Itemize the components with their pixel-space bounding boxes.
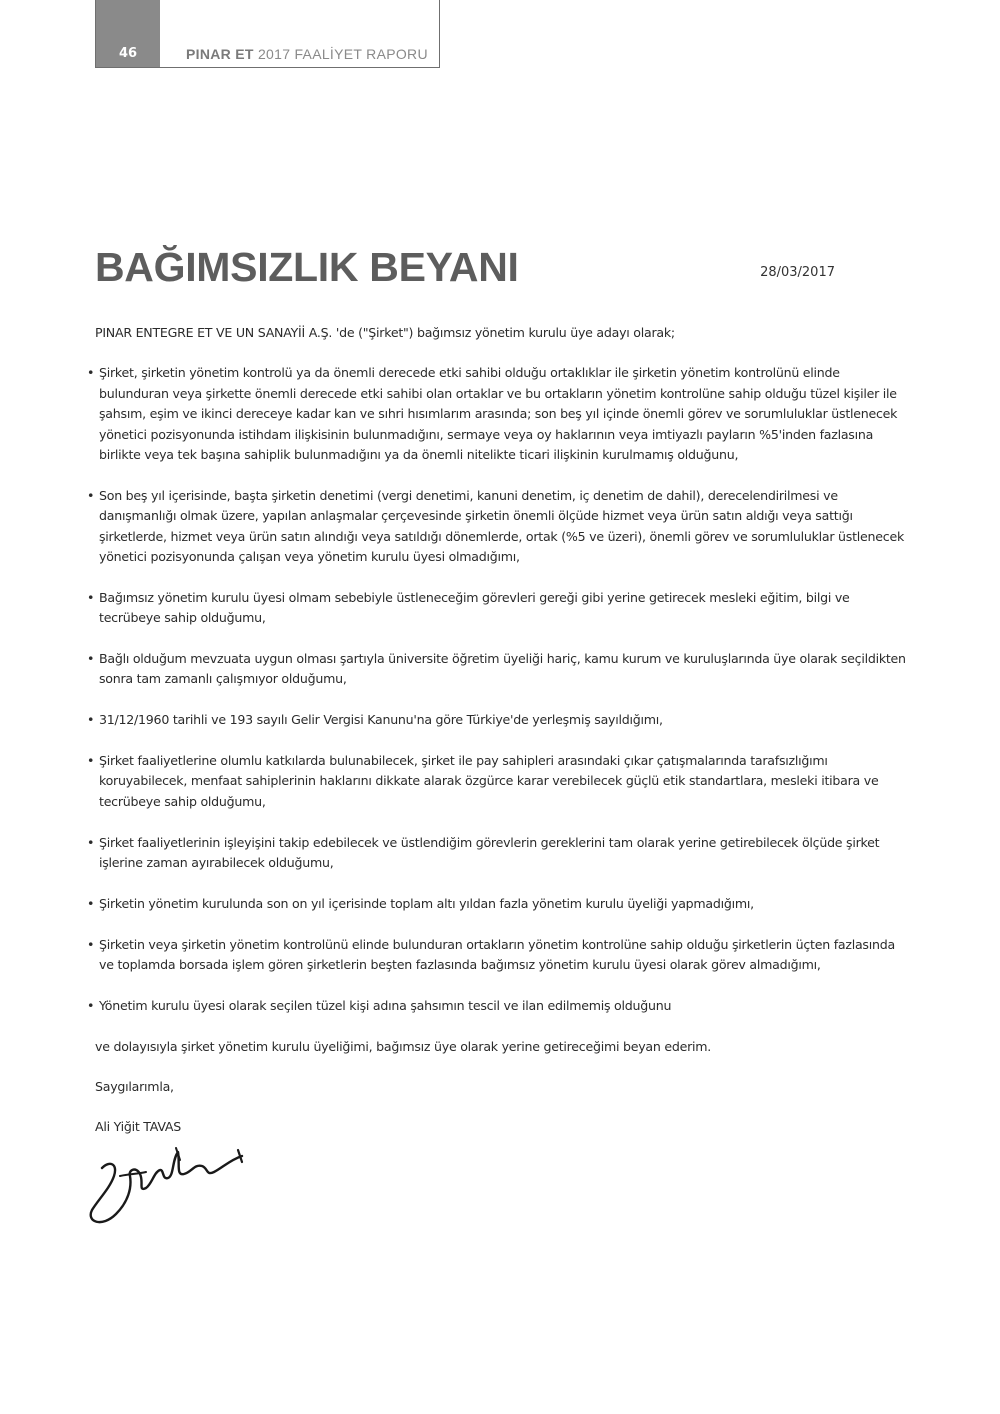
declaration-item: • Şirketin yönetim kurulunda son on yıl içerisinde toplam altı yıldan fazla yönetim kurulu üyeliği yapmadığımı, (95, 894, 907, 914)
declaration-item: • Son beş yıl içerisinde, başta şirketin denetimi (vergi denetimi, kanuni denetim, iç denetim de dahil), derecelendirilmesi ve danışmanlığı olmak üzere, yapılan anlaşmalar çerçevesinde şirketin önemli ölçüde hizmet veya ürün satın aldığı veya sattığı şirketlerde, hizmet veya ürün satın alındığı veya satıldığı dönemlerde, ortak (%5 ve üzeri), önemli görev ve sorumluluklar üstlenecek yönetici pozisyonunda çalışan veya yönetim kurulu üyesi olmadığımı, (95, 486, 907, 568)
declaration-item: • Bağımsız yönetim kurulu üyesi olmam sebebiyle üstleneceğim görevleri gereği gibi yerine getirecek mesleki eğitim, bilgi ve tecrübeye sahip olduğumu, (95, 588, 907, 629)
declaration-item: • Şirket, şirketin yönetim kontrolü ya da önemli derecede etki sahibi olduğu ortaklıklar ile şirketin yönetim kontrolünü elinde bulunduran veya şirkette önemli derecede etki sahibi olan ortaklar ve bu ortakların yönetim kontrolüne sahip olduğu tüzel kişiler ile şahsım, eşim ve ikinci dereceye kadar kan ve sıhri hısımlarım arasında; son beş yıl içinde önemli görev ve sorumluluklar üstlenecek yönetici pozisyonunda istihdam ilişkisinin bulunmadığını, sermaye veya oy haklarının veya imtiyazlı payların %5'inden fazlasına birlikte veya tek başına sahiplik bulunmadığını ya da önemli nitelikte ticari ilişkinin kurulmamış olduğunu, (95, 363, 907, 465)
report-title-text: 2017 FAALİYET RAPORU (253, 46, 428, 62)
declaration-item: • Yönetim kurulu üyesi olarak seçilen tüzel kişi adına şahsımın tescil ve ilan edilmemiş olduğunu (95, 996, 907, 1016)
document-body (95, 323, 907, 1138)
intro-paragraph: PINAR ENTEGRE ET VE UN SANAYİİ A.Ş. 'de ("Şirket") bağımsız yönetim kurulu üye adayı olarak; (95, 325, 675, 340)
declaration-item: • 31/12/1960 tarihli ve 193 sayılı Gelir Vergisi Kanunu'na göre Türkiye'de yerleşmiş sayıldığımı, (95, 710, 907, 730)
page-header (95, 0, 440, 68)
document-title: BAĞIMSIZLIK BEYANI (95, 244, 519, 290)
declaration-item: • Bağlı olduğum mevzuata uygun olması şartıyla üniversite öğretim üyeliği hariç, kamu kurum ve kuruluşlarında üye olarak seçildikten sonra tam zamanlı çalışmıyor olduğumu, (95, 649, 907, 690)
declaration-list (95, 363, 907, 1016)
report-brand: PINAR ET (186, 46, 254, 62)
regards-line: Saygılarımla, (95, 1079, 174, 1095)
report-title (186, 46, 428, 62)
closing-paragraph: ve dolayısıyla şirket yönetim kurulu üyeliğimi, bağımsız üye olarak yerine getireceğimi beyan ederim. (95, 1038, 712, 1054)
page-number: 46 (96, 0, 160, 67)
declaration-item: • Şirket faaliyetlerinin işleyişini takip edebilecek ve üstlendiğim görevlerin gereklerini tam olarak yerine getirebilecek ölçüde şirket işlerine zaman ayırabilecek olduğumu, (95, 833, 907, 874)
declaration-item: • Şirket faaliyetlerine olumlu katkılarda bulunabilecek, şirket ile pay sahipleri arasındaki çıkar çatışmalarında tarafsızlığımı koruyabilecek, menfaat sahiplerinin haklarını dikkate alarak özgürce karar verebilecek güçlü etik standartlara, mesleki itibara ve tecrübeye sahip olduğumu, (95, 751, 907, 812)
document-date: 28/03/2017 (760, 265, 835, 280)
declaration-item: • Şirketin veya şirketin yönetim kontrolünü elinde bulunduran ortakların yönetim kontrolüne sahip olduğu şirketlerin üçten fazlasında ve toplamda borsada işlem gören şirketlerin beşten fazlasında bağımsız yönetim kurulu üyesi olarak görev almadığımı, (95, 935, 907, 976)
handwritten-signature-icon (80, 1130, 250, 1230)
signer-name: Ali Yiğit TAVAS (95, 1119, 181, 1135)
